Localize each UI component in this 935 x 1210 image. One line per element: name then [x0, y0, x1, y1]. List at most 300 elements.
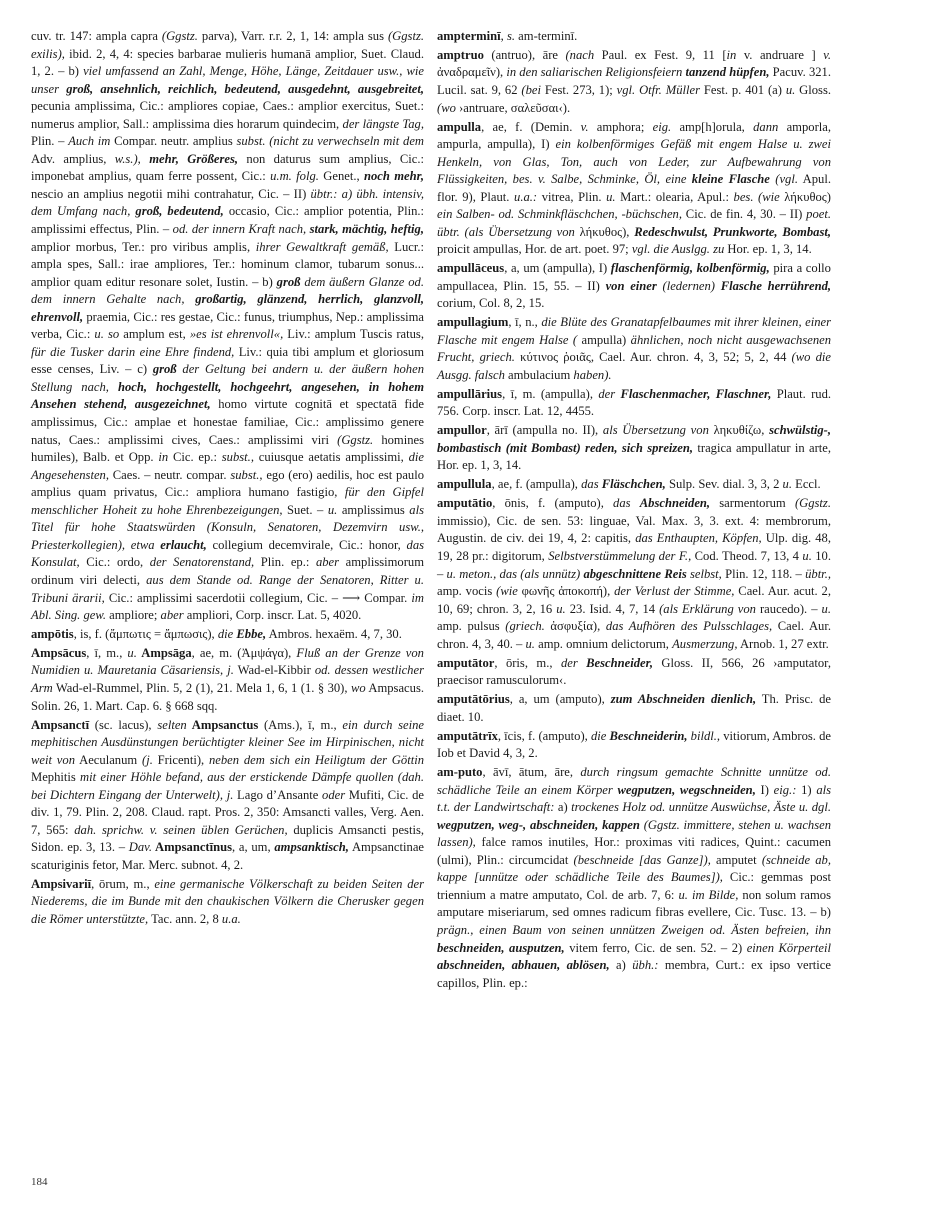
entry-text: Cic.: ordo, [79, 555, 150, 570]
dictionary-entry [31, 626, 424, 644]
entry-text: ›antruare, σαλεῦσαι‹). [455, 100, 571, 115]
entry-text: ampulla) [577, 332, 631, 347]
entry-text: u. [327, 502, 338, 517]
entry-text: die Angesehensten, [31, 450, 424, 482]
entry-text: Tac. ann. 2, 8 [148, 911, 222, 926]
entry-text: beschneiden, ausputzen, [437, 940, 565, 955]
entry-text: eig.: [773, 782, 797, 797]
entry-text: neben dem sich ein Heiligtum der Göttin [209, 752, 424, 767]
entry-text: oder [322, 787, 346, 802]
entry-text: Plin. 12, 118. – [721, 566, 806, 581]
entry-text: u. [127, 645, 137, 660]
entry-text: amphora; [588, 119, 653, 134]
entry-headword: ampullagium [437, 315, 509, 330]
entry-headword: ampullāceus [437, 261, 505, 276]
entry-text: u. [802, 548, 812, 563]
entry-text: einen Körperteil [746, 940, 831, 955]
entry-text: nescio an amplius negotii mihi contrahatur, Cic. – II) [31, 186, 311, 201]
entry-text: das Aufhören des Pulsschlages, [605, 619, 773, 634]
entry-text: Ampsanctīnus [151, 840, 233, 855]
entry-text: Flasche herrührend, [720, 278, 832, 293]
entry-headword: ampterminī [437, 29, 501, 43]
entry-text: trockenes Holz od. unnütze Auswüchse, Äste u. dgl. [571, 800, 831, 815]
entry-text: , ī, m., [86, 645, 128, 660]
entry-text: Aeculanum [75, 752, 142, 767]
entry-text: der längste Tag, [342, 116, 424, 131]
entry-text: ampliori, Corp. inscr. Lat. 5, 4020. [183, 608, 362, 623]
entry-text: der Senatorenstand, [149, 555, 255, 570]
entry-text: Fricenti), [152, 752, 209, 767]
entry-text: Fluß an der Grenze von Numidien u. Mauretania Cäsariensis, j. [31, 645, 424, 678]
dictionary-entry [31, 645, 424, 715]
entry-text: (Ggstz. immittere, stehen u. wachsen lassen), [437, 817, 831, 850]
entry-text: hoch, hochgestellt, hochgeehrt, angesehen, in hohem Ansehen stehend, ausgezeichnet, [31, 379, 424, 412]
entry-text: amputet [710, 852, 762, 867]
entry-text: falce ramos inutiles, Hor.: proximas viti radices, Quint.: cacumen (ulmi), Plin.: circumcidat [437, 835, 831, 867]
entry-text: membra, Curt.: ex ipso vertice capillos, Plin. ep.: [437, 958, 831, 990]
entry-text: , īcis, f. (amputo), [497, 728, 591, 743]
entry-text: praemia, Cic.: res gestae, Cic.: funus, triumphus, Nep.: amplissima verba, Cic.: [31, 309, 424, 342]
entry-text: aber [160, 608, 184, 623]
entry-text: , a, um, [232, 840, 275, 855]
entry-text: (Ggstz. [794, 496, 831, 511]
entry-text: dem äußern Glanze od. dem innern Gehalte nach, [31, 274, 424, 307]
entry-text: kleine Flasche [691, 172, 770, 187]
entry-text: , ī, m. (ampulla), [502, 386, 599, 401]
entry-text: Suet. – [282, 502, 328, 517]
entry-text: amp. pulsus [437, 619, 506, 634]
entry-text: dah. sprichw. v. seinen üblen Gerüchen, [74, 822, 288, 837]
entry-text: Arnob. 1, 27 extr. [737, 636, 829, 651]
entry-text: non daturus sum amplius, Cic.: imponebat amplius, quam ferre possent, Cic.: [31, 151, 425, 184]
entry-text: amplum est, [119, 327, 190, 342]
entry-text: , ōrum, m., [91, 876, 155, 891]
entry-text: wo [350, 681, 366, 696]
entry-text: u. [525, 636, 535, 651]
entry-text: od. dessen westlicher Arm [31, 663, 424, 696]
entry-text: durch ringsum gemachte Schnitte unnütze od. schädliche Teile an einem Körper [437, 765, 831, 797]
entry-text: , is, f. (ἄμπωτις = ἄμπωσις), [73, 626, 218, 641]
entry-text: ambulacium [504, 367, 574, 382]
entry-text: ein kolbenförmiges Gefäß mit engem Halse u. zwei Henkeln, von Glas, Ton, auch von Leder, zur Aufbewahrung von Flüssigkeiten, bes. v. Salbe, Schminke, Öl, eine [437, 137, 831, 187]
entry-text: für die Tusker darin eine Ehre findend, [31, 344, 235, 359]
entry-text: λήκυθος) [779, 189, 831, 204]
entry-text: Cic. de fin. 4, 30. – II) [681, 207, 807, 222]
entry-text: pira a collo ampullacea, Plin. 15, 55. – II) [437, 261, 831, 293]
entry-text: amplior morbus, Ter.: pro viribus amplis, [31, 239, 256, 254]
entry-text: Hor. ep. 1, 3, 14. [724, 242, 812, 257]
entry-headword: am-puto [437, 765, 483, 780]
entry-text: tragica ampullatur in arte, Hor. ep. 1, 3, 14. [437, 440, 831, 473]
entry-text: Ebbe, [236, 626, 267, 641]
entry-text: Liv.: amplum Tuscis ratus, [283, 327, 424, 342]
entry-text: ihrer Gewaltkraft gemäß, [255, 239, 389, 254]
left-column [31, 28, 424, 930]
entry-text: (sc. lacus), [89, 717, 158, 732]
entry-text: cuiusque aetatis amplissimi, [253, 450, 409, 465]
entry-text: groß [276, 274, 301, 289]
entry-text: u. meton., das (als unnütz) [446, 566, 584, 581]
entry-text: (Ggstz. [337, 432, 374, 447]
entry-text: s. [506, 29, 516, 43]
dictionary-entry [437, 47, 831, 117]
entry-text: Fest. 273, 1); [541, 83, 617, 98]
entry-text: ein durch seine mephitischen Ausdünstungen berüchtigter kleiner See im Hirpinischen, nicht weit von [31, 717, 425, 767]
entry-text: Lago d’Ansante [233, 787, 323, 802]
entry-text: wegputzen, weg-, abschneiden, kappen [437, 817, 640, 832]
entry-text: subst. (nicht zu verwechseln mit dem [236, 134, 424, 149]
entry-text: vitrea, Plin. [537, 189, 607, 204]
dictionary-entry [437, 691, 831, 726]
right-column [437, 28, 831, 994]
entry-text: Auch im [68, 134, 111, 149]
entry-text: κύτινος ῥοιᾶς, Cael. Aur. chron. 4, 3, 52; 5, 2, 44 [514, 350, 792, 365]
entry-text: Cael. Aur. acut. 2, 10, 69; chron. 3, 2, 16 [437, 584, 831, 616]
entry-text: prägn., einen Baum von seinen unnützen Zweigen od. Ästen befreien, ihn [437, 923, 831, 938]
entry-text: parva), Varr. r.r. 2, 1, 14: ampla sus [201, 29, 388, 43]
entry-text: (bei [521, 83, 541, 98]
entry-text: (wo die Ausgg. falsch [437, 350, 831, 382]
entry-text: Th. Prisc. de diaet. 10. [437, 692, 831, 724]
entry-text: Cic. ep.: [168, 450, 222, 465]
entry-headword: Ampsanctī [31, 717, 90, 732]
entry-text: Selbstverstümmelung der F., [548, 548, 692, 563]
entry-text: , ī, n., [508, 315, 542, 330]
dictionary-entry [437, 314, 831, 384]
entry-text: aus dem Stande od. Range der Senatoren, Ritter u. Tribuni ärarii, [31, 572, 424, 605]
entry-text: Eccl. [791, 477, 821, 492]
entry-text: Plin. – [31, 134, 69, 149]
entry-text: Dav. [128, 840, 152, 855]
entry-text: (Ams.), ī, m., [258, 717, 343, 732]
entry-text: Apul. flor. 9), Plaut. [437, 172, 831, 204]
entry-text: amplissimorum ordinum viri delecti, [31, 555, 424, 587]
dictionary-entry [437, 28, 831, 46]
entry-text: groß [152, 362, 177, 377]
entry-text: Compar. neutr. amplius [110, 134, 237, 149]
entry-text: a) [609, 958, 633, 973]
entry-text: v. [823, 47, 831, 62]
entry-text: v. [580, 119, 589, 134]
entry-text: (mit Bombast) [501, 440, 586, 455]
entry-text: übh.: [632, 958, 659, 973]
entry-text: , āvī, ātum, āre, [482, 765, 581, 780]
entry-text: Gloss. [795, 83, 831, 98]
entry-text: (nach [565, 47, 595, 62]
entry-text: Genet., [318, 169, 364, 184]
dictionary-entry [437, 495, 831, 653]
entry-text: eine germanische Völkerschaft zu beiden Seiten der Niederems, die im Bunde mit den chaukischen Völkern die Cherusker gegen die Römer unterstützte, [31, 876, 424, 926]
entry-text: mit einer Höhle befand, aus der erstickende Dämpfe quollen (dah. bei Dichtern Eingang der Unterwelt), j. [31, 770, 425, 802]
entry-headword: amputātio [437, 496, 493, 511]
entry-text: , a, um (amputo), [509, 692, 611, 707]
dictionary-entry [437, 764, 831, 992]
entry-text: Ampsāga [136, 645, 192, 660]
entry-text: Ausmerzung, [672, 636, 738, 651]
entry-text: od. der innern Kraft nach, [172, 222, 310, 237]
dictionary-entry [437, 728, 831, 763]
entry-text: amp. omnium delictorum, [534, 636, 673, 651]
entry-text: großartig, glänzend, herrlich, glanzvoll, ehrenvoll, [31, 292, 424, 324]
entry-text: duplicis Amsancti pestis, Sidon. ep. 3, 13. – [31, 822, 424, 855]
entry-text: u. [782, 477, 792, 492]
entry-text: vitem ferro, Cic. de sen. 52. – 2) [564, 940, 747, 955]
entry-text: a) [554, 800, 572, 815]
entry-text: erlaucht, [160, 537, 207, 552]
entry-text: als Übersetzung von [602, 423, 709, 438]
entry-text: Gloss. II, 566, 26 ›amputator, praecisor ramusculorum‹. [437, 655, 832, 688]
entry-text: subst., [221, 450, 254, 465]
entry-text: wegputzen, wegschneiden, [617, 782, 756, 797]
entry-text: ähnlichen, noch nicht ausgewachsenen Frucht, griech. [437, 332, 832, 365]
entry-text: Cic.: gemmas post triennium a matre amputato, Col. de arb. 7, 6: [437, 870, 831, 902]
entry-text: u.m. folg. [270, 169, 319, 184]
entry-text: der [598, 386, 621, 401]
entry-text: Redeschwulst, Prunkworte, Bombast, [634, 224, 831, 239]
entry-text: Ampsanctus [186, 717, 259, 732]
entry-text: Caes. – neutr. compar. [109, 467, 231, 482]
entry-text: übtr., [805, 566, 831, 581]
dictionary-entry [437, 386, 831, 421]
entry-text: in [726, 47, 737, 62]
entry-text: occasio, Cic.: amplior potentia, Plin.: amplissimi effectus, Plin. – [31, 204, 425, 237]
entry-text: amp[h]orula, [671, 119, 754, 134]
entry-headword: ampullula [437, 477, 492, 492]
entry-text: , [500, 29, 507, 43]
entry-headword: Ampsācus [31, 645, 87, 660]
entry-text: , ōnis, f. (amputo), [492, 496, 614, 511]
entry-headword: Ampsivariī [31, 876, 92, 891]
entry-text: Mufiti, Cic. de div. 1, 79. Plin. 2, 208. Claud. rapt. Pros. 2, 350: Amsancti valles, Verg. Aen. 7, 565: [31, 787, 425, 837]
entry-text: ego (ero) aedilis, hoc est paulo amplius quam privatus, Cic.: ampliora humano fastigio, [31, 467, 425, 500]
entry-text: u. [821, 601, 831, 616]
entry-text: Flaschenmacher, Flaschner, [620, 386, 772, 401]
entry-text: die [590, 728, 610, 743]
entry-text: homines humiles), Balb. et Opp. [31, 432, 425, 465]
entry-headword: ampullor [437, 423, 487, 438]
entry-text: von einer [605, 278, 657, 293]
entry-headword: amputātrīx [437, 728, 498, 743]
dictionary-entry [437, 119, 831, 259]
entry-text: Adv. amplius, [31, 151, 115, 166]
entry-headword: ampullārius [437, 386, 503, 401]
entry-text: ein Salben- od. Schminkfläschchen, -büchschen, [437, 207, 682, 222]
entry-text: vgl. die Auslgg. zu [631, 242, 725, 257]
entry-text: , ōris, m., [494, 655, 561, 670]
entry-text: das [581, 477, 602, 492]
entry-text: im Abl. Sing. gew. [31, 590, 424, 623]
entry-text: groß, bedeutend, [135, 204, 224, 219]
entry-text: u.a.: [514, 189, 538, 204]
entry-text: Cic.: amplissimi sacerdotii collegium, Cic. – ⟶ Compar. [104, 590, 412, 605]
entry-text: immissio), Cic. de sen. 53: linguae, Val. Max. 3, 3. ext. 4: membrorum, Augustin. de civ. dei 19, 4, 2: capitis, [437, 513, 831, 546]
entry-text: (j. [142, 752, 153, 767]
entry-text: , ārī (ampulla no. II), [486, 423, 603, 438]
entry-text: (antruo), āre [483, 47, 566, 62]
entry-text: der Geltung bei andern u. der äußern hohen Stellung nach, [31, 362, 424, 394]
entry-text: Sulp. Sev. dial. 3, 3, 2 [665, 477, 783, 492]
entry-text: 1) [796, 782, 817, 797]
entry-text: u. im Bilde, [678, 887, 739, 902]
entry-text: dann [753, 119, 779, 134]
entry-text: tanzend hüpfen, [685, 65, 770, 80]
entry-text: I) [755, 782, 774, 797]
entry-text: aber [315, 555, 340, 570]
entry-text: eig. [652, 119, 672, 134]
entry-headword: amputātōrius [437, 692, 510, 707]
entry-text: φωνῆς ἀποκοπή), [517, 584, 615, 599]
entry-text: 23. Isid. 4, 7, 14 [565, 601, 660, 616]
entry-text: Ambros. hexaëm. 4, 7, 30. [266, 626, 402, 641]
entry-text: viel umfassend an Zahl, Menge, Höhe, Länge, Zeitdauer usw., wie unser [31, 64, 424, 96]
entry-text: als t.t. der Landwirtschaft: [437, 782, 832, 815]
entry-text: haben). [573, 367, 612, 382]
entry-text: (wo [437, 100, 456, 115]
entry-text: abgeschnittene Reis [583, 566, 687, 581]
entry-text: das [613, 496, 640, 511]
entry-text: selten [157, 717, 187, 732]
entry-text: selbst, [686, 566, 722, 581]
entry-text: als Titel für hohe Staatswürden (Konsuln, Senatoren, Dezemvirn usw., Priesterkollegien), etwa [31, 502, 424, 552]
entry-text: Mart.: olearia, Apul.: [615, 189, 734, 204]
page-number: 184 [31, 1176, 48, 1188]
entry-text: Wad-el-Kibbir [233, 663, 315, 678]
entry-text: Mephitis [31, 770, 81, 785]
entry-text: homo virtute cognitā et spectatā fide amplissimus, Cic.: amplae et honestae familiae, Cic.: amplissimo genere natus, Caes.: amplissimi cives, Caes.: amplissimi viri [31, 397, 424, 447]
entry-text: Liv.: quia tibi amplum et gloriosum esse censes, Liv. – c) [31, 344, 425, 377]
entry-text: in [158, 450, 169, 465]
entry-text: stark, mächtig, heftig, [309, 222, 424, 237]
entry-text: Abschneiden, [639, 496, 711, 511]
entry-text: (beschneide [das Ganze]), [573, 852, 711, 867]
dictionary-entry [31, 717, 424, 875]
entry-text: u. so [94, 327, 120, 342]
entry-text: Cod. Theod. 7, 13, 4 [691, 548, 803, 563]
entry-headword: amputātor [437, 655, 495, 670]
entry-text: Fest. p. 401 (a) [699, 83, 786, 98]
entry-text: (Ggstz. exilis), [31, 29, 424, 61]
entry-text: Beschneider, [586, 655, 653, 670]
entry-text: das Enthaupten, Köpfen, [635, 531, 762, 546]
entry-text: pecunia amplissima, Cic.: ampliores copiae, Caes.: amplior exercitus, Suet.: numerus amplior, Sall.: amplissima dies horarum quindecim, [31, 99, 424, 131]
entry-text: das Konsulat, [31, 537, 425, 570]
entry-text: amporla, ampurla, ampulla), I) [437, 119, 832, 152]
dictionary-entry [31, 876, 424, 929]
dictionary-entry [437, 476, 831, 494]
entry-text: am-terminī. [515, 29, 578, 43]
entry-text: u.a. [221, 911, 241, 926]
entry-text: der [560, 655, 587, 670]
entry-text: ληκυθίζω, [708, 423, 770, 438]
entry-text: die Blüte des Granatapfelbaumes mit ihrer kleinen, einer Flasche mit engem Halse ( [437, 315, 832, 347]
entry-text: amplissimus [337, 502, 410, 517]
entry-text: (Ggstz. [161, 29, 202, 43]
entry-text: in den saliarischen Religionsfeiern [506, 65, 686, 80]
entry-text: Plaut. rud. 756. Corp. inscr. Lat. 12, 4455. [437, 386, 832, 419]
entry-text: ἀσφυξία), [544, 619, 606, 634]
entry-text: u. [606, 189, 616, 204]
entry-text: Ampsacus. Solin. 26, 1. Mart. Cap. 6. § 668 sqq. [31, 681, 424, 713]
entry-text: mehr, Größeres, [149, 151, 239, 166]
entry-text: (ledernen) [656, 278, 721, 293]
entry-headword: ampōtis [31, 626, 74, 641]
entry-text: cuv. tr. 147: ampla capra [31, 29, 162, 43]
entry-text: amp. vocis [437, 584, 497, 599]
entry-text: (griech. [505, 619, 545, 634]
entry-text: poet. übtr. (als Übersetzung von [437, 207, 831, 239]
entry-text: schwülstig-, bombastisch [437, 423, 832, 455]
dictionary-entry [437, 260, 831, 313]
entry-text: , a, um (ampulla), I) [504, 261, 611, 276]
entry-text: Plin. ep.: [254, 555, 316, 570]
entry-text: zum Abschneiden dienlich, [610, 692, 757, 707]
entry-text: bildl., [687, 728, 721, 743]
entry-text: Cael. Aur. chron. 4, 3, 40. – [437, 619, 831, 651]
dictionary-entry [437, 422, 831, 475]
entry-text: (vgl. [769, 172, 798, 187]
entry-text: Ulp. dig. 48, 19, 28 pr.: digitorum, [437, 531, 832, 563]
entry-text: abschneiden, abhauen, ablösen, [437, 958, 610, 973]
entry-text: λήκυθος), [574, 224, 635, 239]
entry-text: u. [556, 601, 566, 616]
entry-text: v. andruare ] [736, 47, 824, 62]
entry-text: sarmentorum [710, 496, 795, 511]
entry-text: reden, sich spreizen, [585, 440, 694, 455]
entry-text: u. [785, 83, 796, 98]
entry-text: vitiorum, Ambros. de Iob et David 4, 3, 2. [437, 728, 831, 761]
entry-text: ibid. 2, 4, 4: species barbarae mulieris humanā amplior, Suet. Claud. 1, 2. – b) [31, 46, 424, 79]
entry-text: proicit ampullas, Hor. de art. poet. 97; [437, 242, 632, 257]
entry-text: bes. (wie [733, 189, 780, 204]
entry-text: , ae, f. (ampulla), [491, 477, 582, 492]
entry-text: w.s.), [114, 151, 150, 166]
entry-text: für den Gipfel menschlicher Hoheit zu hohe Ehrenbezeigungen, [31, 485, 425, 517]
entry-text: übtr.: a) übh. intensiv, dem Umfang nach, [31, 186, 424, 219]
entry-text: ampliore; [105, 608, 161, 623]
entry-text: , ae, m. (Ἀμψάγα), [191, 645, 297, 660]
entry-text: Ampsanctinae scaturiginis fetor, Mar. Merc. subnot. 4, 2. [31, 840, 424, 872]
entry-headword: amptruo [437, 47, 484, 62]
entry-text: vgl. Otfr. Müller [616, 83, 700, 98]
entry-headword: ampulla [437, 119, 482, 134]
entry-text: groß, ansehnlich, reichlich, bedeutend, ausgedehnt, ausgebreitet, [66, 81, 424, 96]
entry-text: non solum ramos amputare miseriarum, sed omnes radicum fibras evellere, Cic. Tusc. 13. – b) [437, 887, 832, 920]
entry-text: (als Erklärung von [659, 601, 756, 616]
entry-text: , ae, f. (Demin. [481, 119, 581, 134]
entry-text: corium, Col. 8, 2, 15. [437, 296, 545, 311]
entry-text: 10. – [437, 548, 831, 581]
entry-text: (wie [496, 584, 518, 599]
entry-text: Wad-el-Rummel, Plin. 5, 2 (1), 21. Mela 1, 6, 1 (1. § 30), [52, 681, 351, 696]
entry-text: (schneide ab, kappe [unnütze oder schädliche Teile des Baumes]), [437, 852, 831, 885]
entry-text: »es ist ehrenvoll«, [189, 327, 284, 342]
entry-text: raucedo). – [755, 601, 822, 616]
entry-text: Lucr.: ampla spes, Sall.: irae ampliores, Ter.: hominum clamor, tubarum sonus... amplior quam editur resonare solet, Iustin. – b) [31, 239, 425, 289]
dictionary-entry [437, 655, 831, 690]
entry-text: collegium decemvirale, Cic.: honor, [206, 537, 407, 552]
entry-text: Beschneiderin, [609, 728, 688, 743]
entry-text: Pacuv. 321. Lucil. sat. 9, 62 [437, 65, 831, 98]
entry-text: subst., [230, 467, 263, 482]
entry-text: der Verlust der Stimme, [614, 584, 735, 599]
entry-text: Fläschchen, [601, 477, 666, 492]
entry-text: ampsanktisch, [274, 840, 349, 855]
entry-text: noch mehr, [364, 169, 424, 184]
dictionary-entry [31, 28, 424, 625]
entry-text: ἀναδραμεῖν), [437, 65, 507, 80]
entry-text: die [217, 626, 237, 641]
entry-text: flaschenförmig, kolbenförmig, [610, 261, 770, 276]
